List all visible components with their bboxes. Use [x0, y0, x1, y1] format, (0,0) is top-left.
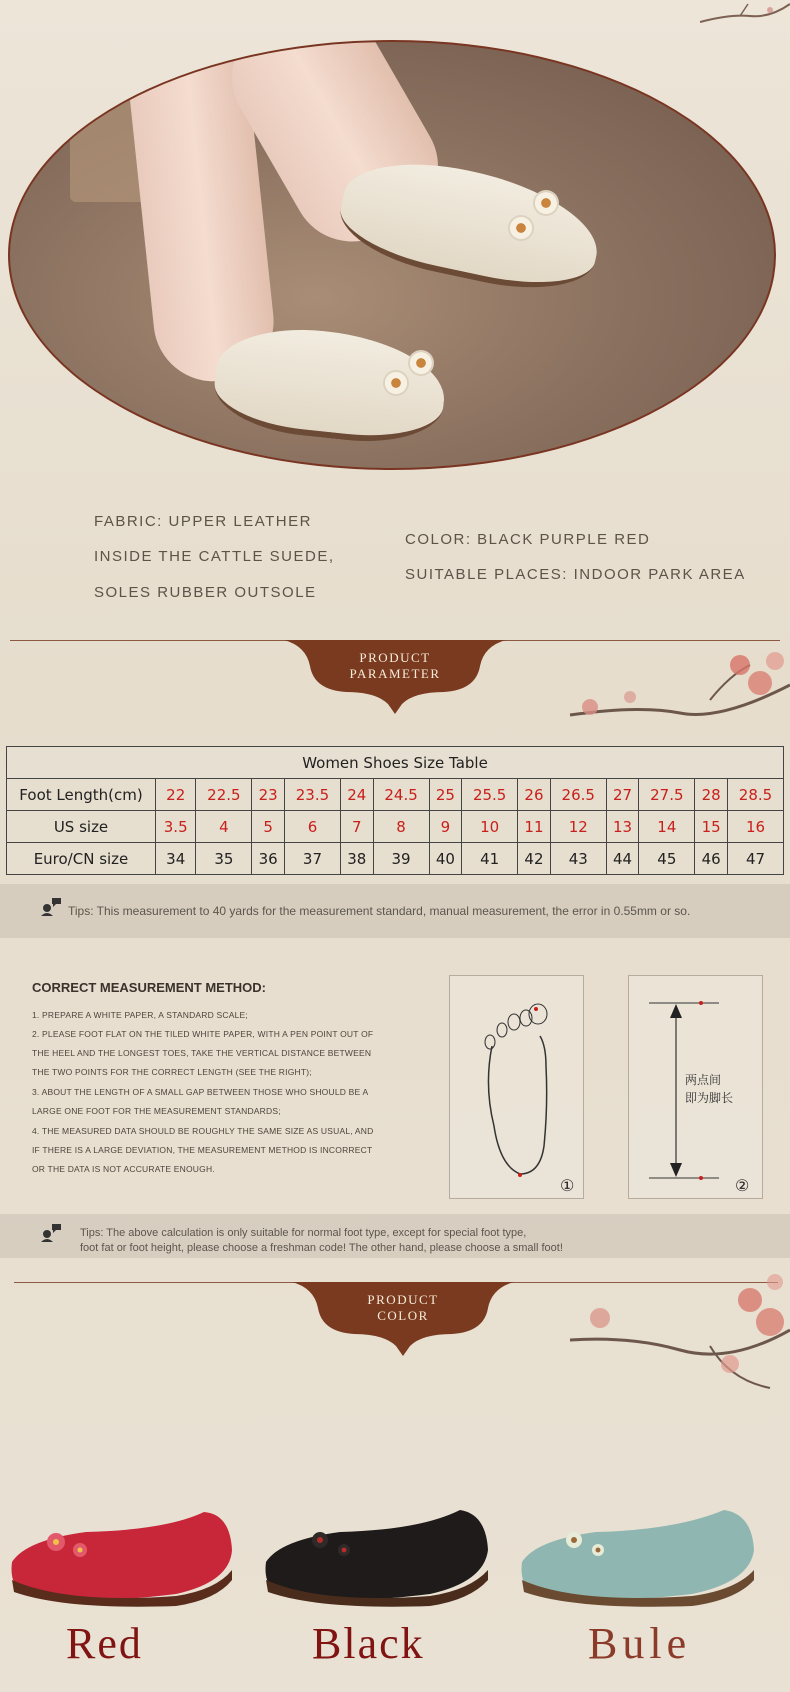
table-cell: 8 [373, 811, 429, 843]
black-shoe-image [260, 1500, 492, 1610]
table-cell: 27 [606, 779, 639, 811]
table-cell: 25.5 [462, 779, 518, 811]
spec-fabric-line3: SOLES RUBBER OUTSOLE [94, 584, 317, 601]
plum-blossom-decoration-2 [570, 1270, 790, 1390]
method-title: CORRECT MEASUREMENT METHOD: [32, 980, 266, 995]
info-person-icon [40, 896, 62, 916]
table-cell: 38 [340, 843, 373, 875]
spec-suitable-places: SUITABLE PLACES: INDOOR PARK AREA [405, 566, 746, 583]
method-line: THE TWO POINTS FOR THE CORRECT LENGTH (SEE THE RIGHT); [32, 1067, 312, 1077]
method-line: IF THERE IS A LARGE DEVIATION, THE MEASUREMENT METHOD IS INCORRECT [32, 1145, 373, 1155]
method-line: 2. PLEASE FOOT FLAT ON THE TILED WHITE PAPER, WITH A PEN POINT OUT OF [32, 1029, 374, 1039]
table-cell: 47 [727, 843, 783, 875]
red-shoe-image [6, 1500, 234, 1610]
row-label: US size [7, 811, 156, 843]
row-label: Euro/CN size [7, 843, 156, 875]
table-cell: 35 [196, 843, 252, 875]
table-cell: 27.5 [639, 779, 695, 811]
table-cell: 22 [156, 779, 196, 811]
table-cell: 34 [156, 843, 196, 875]
table-cell: 25 [429, 779, 462, 811]
table-cell: 36 [252, 843, 285, 875]
banner-product-parameter [284, 640, 506, 714]
method-line: 3. ABOUT THE LENGTH OF A SMALL GAP BETWEEN THOSE WHO SHOULD BE A [32, 1087, 369, 1097]
blue-shoe-image [516, 1500, 756, 1610]
banner-line1: PRODUCT [359, 650, 431, 665]
diagram-cn-line1: 两点间 [685, 1073, 722, 1087]
table-cell: 10 [462, 811, 518, 843]
banner-product-color [292, 1282, 514, 1356]
table-cell: 22.5 [196, 779, 252, 811]
table-cell: 26.5 [550, 779, 606, 811]
hero-product-photo [8, 40, 776, 470]
step-number-1: ① [560, 1178, 575, 1195]
table-cell: 39 [373, 843, 429, 875]
table-row-us-size [7, 811, 784, 843]
info-person-icon [40, 1222, 62, 1242]
table-cell: 42 [518, 843, 551, 875]
table-cell: 4 [196, 811, 252, 843]
table-cell: 7 [340, 811, 373, 843]
plum-branch-decoration-top [700, 0, 790, 30]
table-cell: 23 [252, 779, 285, 811]
color-label-red: Red [66, 1619, 143, 1668]
table-cell: 9 [429, 811, 462, 843]
size-table-title: Women Shoes Size Table [7, 747, 784, 779]
diagram-cn-line2: 即为脚长 [685, 1091, 734, 1105]
table-cell: 28 [695, 779, 728, 811]
table-row-euro-cn-size [7, 843, 784, 875]
table-cell: 45 [639, 843, 695, 875]
table-cell: 3.5 [156, 811, 196, 843]
table-cell: 43 [550, 843, 606, 875]
table-cell: 23.5 [285, 779, 341, 811]
table-cell: 46 [695, 843, 728, 875]
table-cell: 24 [340, 779, 373, 811]
method-line: OR THE DATA IS NOT ACCURATE ENOUGH. [32, 1164, 215, 1174]
table-cell: 13 [606, 811, 639, 843]
foot-outline-icon [450, 976, 583, 1198]
color-label-blue: Bule [588, 1619, 692, 1668]
table-cell: 11 [518, 811, 551, 843]
table-cell: 28.5 [727, 779, 783, 811]
color-label-black: Black [312, 1619, 425, 1668]
step-number-2: ② [735, 1178, 750, 1195]
foot-outline-diagram [449, 975, 584, 1199]
table-cell: 44 [606, 843, 639, 875]
method-line: THE HEEL AND THE LONGEST TOES, TAKE THE VERTICAL DISTANCE BETWEEN [32, 1048, 372, 1058]
table-cell: 24.5 [373, 779, 429, 811]
table-cell: 12 [550, 811, 606, 843]
table-cell: 6 [285, 811, 341, 843]
banner-line1: PRODUCT [367, 1292, 439, 1307]
tip-text-2-line2: foot fat or foot height, please choose a freshman code! The other hand, please choose a small foot! [80, 1242, 563, 1254]
method-line: 4. THE MEASURED DATA SHOULD BE ROUGHLY THE SAME SIZE AS USUAL, AND [32, 1126, 374, 1136]
table-cell: 41 [462, 843, 518, 875]
measurement-diagram [628, 975, 763, 1199]
spec-fabric-line1: FABRIC: UPPER LEATHER [94, 513, 312, 530]
method-line: 1. PREPARE A WHITE PAPER, A STANDARD SCALE; [32, 1010, 248, 1020]
table-cell: 14 [639, 811, 695, 843]
banner-line2: PARAMETER [349, 666, 441, 681]
table-cell: 15 [695, 811, 728, 843]
banner-line2: COLOR [377, 1308, 429, 1323]
spec-fabric-line2: INSIDE THE CATTLE SUEDE, [94, 548, 335, 565]
size-table [6, 746, 784, 875]
table-cell: 16 [727, 811, 783, 843]
tip-text-1: Tips: This measurement to 40 yards for the measurement standard, manual measurement, the error in 0.55mm or so. [68, 904, 691, 918]
table-cell: 26 [518, 779, 551, 811]
method-line: LARGE ONE FOOT FOR THE MEASUREMENT STANDARDS; [32, 1106, 281, 1116]
row-label: Foot Length(cm) [7, 779, 156, 811]
spec-color: COLOR: BLACK PURPLE RED [405, 531, 651, 548]
table-cell: 5 [252, 811, 285, 843]
table-cell: 37 [285, 843, 341, 875]
table-row-foot-length [7, 779, 784, 811]
table-cell: 40 [429, 843, 462, 875]
tip-text-2-line1: Tips: The above calculation is only suitable for normal foot type, except for special foot type, [80, 1227, 527, 1239]
plum-blossom-decoration-1 [560, 645, 790, 735]
